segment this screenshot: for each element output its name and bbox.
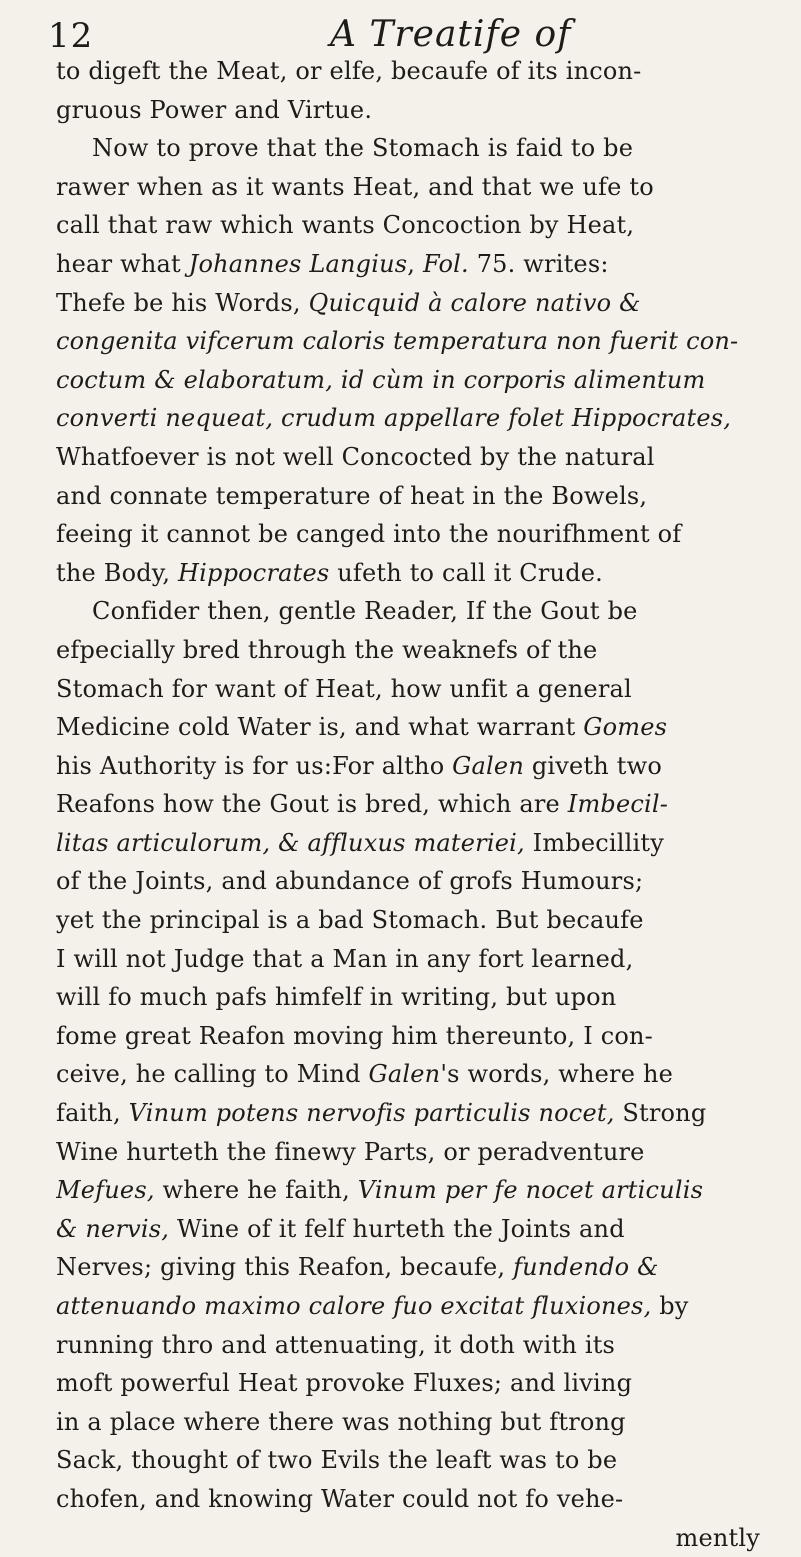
- text-line: [56, 862, 766, 901]
- text-line: [56, 1055, 766, 1094]
- text-line: [56, 1248, 766, 1287]
- italic-text: Galen: [452, 751, 524, 780]
- text-line: [56, 129, 766, 168]
- text-fragment: Nerves; giving this Reafon, becaufe,: [56, 1253, 514, 1282]
- text-fragment: Medicine cold Water is, and what warrant: [56, 713, 584, 742]
- italic-text: litas articulorum, & affluxus materiei,: [56, 828, 525, 857]
- text-line: [56, 477, 766, 516]
- text-line: [56, 438, 766, 477]
- text-line: [56, 1017, 766, 1056]
- text-fragment: the Body,: [56, 558, 179, 587]
- text-fragment: Stomach for want of Heat, how unfit a general: [56, 674, 632, 703]
- text-line: [56, 91, 766, 130]
- text-fragment: mently: [675, 1523, 760, 1552]
- text-fragment: will fo much pafs himfelf in writing, but upon: [56, 983, 617, 1012]
- italic-text: Galen: [368, 1060, 441, 1089]
- text-line: [56, 284, 766, 323]
- text-line: [56, 554, 766, 593]
- text-fragment: Strong: [614, 1099, 707, 1128]
- text-line: [56, 1171, 766, 1210]
- text-line: [56, 592, 766, 631]
- text-fragment: rawer when as it wants Heat, and that we ufe to: [56, 172, 654, 201]
- text-line: [56, 322, 766, 361]
- italic-text: Vinum per fe nocet articulis: [357, 1176, 704, 1205]
- italic-text: Vinum potens nervofis particulis nocet,: [128, 1099, 615, 1128]
- text-fragment: 75. writes:: [468, 249, 609, 278]
- text-fragment: Now to prove that the Stomach is faid to be: [92, 134, 634, 163]
- text-line: [56, 168, 766, 207]
- text-line: [56, 206, 766, 245]
- italic-text: Johannes Langius: [188, 249, 408, 278]
- italic-text: Mefues,: [56, 1176, 155, 1205]
- body-text: [56, 52, 766, 1557]
- text-fragment: fome great Reafon moving him thereunto, I con-: [56, 1021, 653, 1050]
- text-fragment: gruous Power and Virtue.: [56, 95, 373, 124]
- text-fragment: Whatfoever is not well Concocted by the natural: [56, 442, 655, 471]
- italic-text: Hippocrates: [178, 558, 330, 587]
- text-line: [56, 747, 766, 786]
- text-fragment: of the Joints, and abundance of grofs Humours;: [56, 867, 644, 896]
- text-fragment: 's words, where he: [440, 1060, 674, 1089]
- text-line: [56, 631, 766, 670]
- text-fragment: feeing it cannot be canged into the nourifhment of: [56, 520, 682, 549]
- italic-text: coctum & elaboratum, id cùm in corporis alimentum: [56, 365, 706, 394]
- text-line: [56, 1210, 766, 1249]
- text-fragment: Confider then, gentle Reader, If the Gout be: [92, 597, 638, 626]
- text-fragment: Thefe be his Words,: [56, 288, 309, 317]
- text-line: [56, 1403, 766, 1442]
- italic-text: attenuando maximo calore fuo excitat fluxiones,: [56, 1292, 652, 1320]
- page-number: 12: [48, 16, 94, 56]
- text-line: [56, 1480, 766, 1519]
- text-line: [56, 399, 766, 438]
- text-fragment: giveth two: [524, 751, 662, 780]
- text-fragment: in a place where there was nothing but ftrong: [56, 1407, 626, 1436]
- text-line: [56, 361, 766, 400]
- text-fragment: moft powerful Heat provoke Fluxes; and living: [56, 1369, 633, 1398]
- text-line: [56, 515, 766, 554]
- italic-text: Fol.: [422, 249, 469, 278]
- text-fragment: faith,: [56, 1099, 129, 1128]
- italic-text: Quicquid à calore nativo &: [308, 288, 641, 317]
- text-line: [56, 901, 766, 940]
- text-fragment: Wine hurteth the finewy Parts, or peradventure: [56, 1137, 645, 1166]
- italic-text: converti nequeat, crudum appellare folet Hippocrates,: [56, 404, 732, 433]
- text-fragment: yet the principal is a bad Stomach. But becaufe: [56, 906, 644, 935]
- text-fragment: Wine of it felf hurteth the Joints and: [169, 1214, 625, 1243]
- text-fragment: and connate temperature of heat in the Bowels,: [56, 481, 648, 510]
- text-line: [56, 1287, 766, 1326]
- italic-text: fundendo &: [513, 1253, 659, 1282]
- text-fragment: where he faith,: [154, 1176, 358, 1205]
- text-fragment: I will not Judge that a Man in any fort learned,: [56, 944, 634, 973]
- text-fragment: Sack, thought of two Evils the leaft was to be: [56, 1446, 618, 1475]
- text-fragment: ufeth to call it Crude.: [329, 558, 603, 587]
- italic-text: Imbecil-: [567, 790, 669, 819]
- text-line: [56, 940, 766, 979]
- text-fragment: to digeft the Meat, or elfe, becaufe of its incon-: [56, 57, 642, 85]
- text-fragment: ceive, he calling to Mind: [56, 1060, 369, 1089]
- text-fragment: his Authority is for us:For altho: [56, 751, 453, 780]
- text-fragment: by: [651, 1292, 689, 1320]
- text-line: [56, 52, 766, 91]
- text-fragment: call that raw which wants Concoction by Heat,: [56, 211, 635, 240]
- text-line: [56, 1441, 766, 1480]
- text-fragment: ,: [407, 249, 423, 278]
- text-line: [56, 1364, 766, 1403]
- text-line: [56, 708, 766, 747]
- running-title: A Treatife of: [330, 14, 572, 55]
- text-fragment: hear what: [56, 249, 189, 278]
- catchword: [56, 1519, 766, 1557]
- text-line: [56, 978, 766, 1017]
- text-line: [56, 670, 766, 709]
- italic-text: Gomes: [583, 713, 668, 742]
- text-line: [56, 785, 766, 824]
- text-line: [56, 1133, 766, 1172]
- text-line: [56, 1094, 766, 1133]
- italic-text: congenita vifcerum caloris temperatura non fuerit con-: [56, 327, 739, 356]
- text-fragment: efpecially bred through the weaknefs of the: [56, 635, 598, 664]
- text-fragment: running thro and attenuating, it doth with its: [56, 1330, 616, 1359]
- text-fragment: Imbecillity: [524, 828, 665, 857]
- text-line: [56, 245, 766, 284]
- italic-text: & nervis,: [56, 1214, 170, 1243]
- text-line: [56, 824, 766, 863]
- text-line: [56, 1326, 766, 1365]
- text-fragment: Reafons how the Gout is bred, which are: [56, 790, 568, 819]
- text-fragment: chofen, and knowing Water could not fo vehe-: [56, 1484, 624, 1513]
